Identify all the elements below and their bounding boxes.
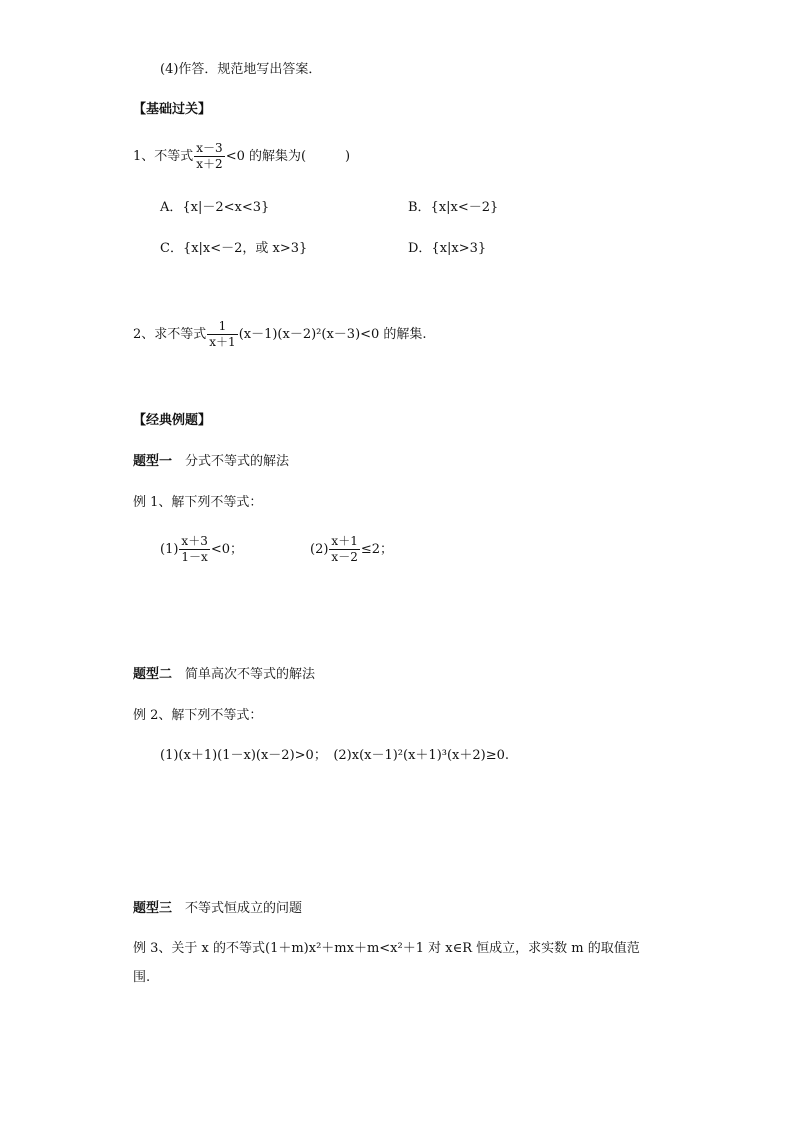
q1-option-d: D．{x|x>3}	[408, 241, 487, 256]
q2-prefix: 2、求不等式	[133, 327, 207, 342]
ex1-p1-fraction	[179, 534, 209, 565]
ex1-p2-denominator: x－2	[331, 550, 358, 564]
example-2-intro: 例 2、解下列不等式：	[133, 708, 263, 723]
example-1-part-2	[310, 533, 393, 567]
example-2-parts: (1)(x＋1)(1－x)(x－2)>0； (2)x(x－1)²(x＋1)³(x＋2)≥0.	[160, 748, 510, 763]
q1-prefix: 1、不等式	[133, 149, 194, 164]
example-3-line-2: 围.	[133, 970, 151, 985]
ex1-p2-suffix: ≤2；	[360, 542, 393, 557]
q2-frac-denominator: x＋1	[209, 335, 236, 349]
ex1-p2-label: (2)	[310, 542, 329, 557]
ex1-p1-numerator: x＋3	[181, 534, 208, 548]
q1-suffix: <0 的解集为( )	[225, 149, 351, 164]
type-2-name: 简单高次不等式的解法	[185, 667, 316, 682]
q1-option-a: A．{x|－2<x<3}	[160, 200, 270, 215]
step-4-text: (4)作答．规范地写出答案．	[160, 62, 322, 77]
type-3-title: 题型三	[133, 901, 173, 916]
q2-fraction	[207, 319, 237, 350]
ex1-p1-suffix: <0；	[210, 542, 243, 557]
section-heading-basic: 【基础过关】	[133, 102, 212, 117]
ex1-p2-numerator: x＋1	[331, 534, 358, 548]
ex1-p1-denominator: 1－x	[181, 550, 208, 564]
question-2	[133, 318, 427, 352]
type-1-heading	[133, 454, 289, 470]
section-heading-classic: 【经典例题】	[133, 413, 212, 428]
q1-fraction	[194, 141, 224, 172]
type-1-title: 题型一	[133, 454, 173, 469]
ex1-p2-fraction	[329, 534, 359, 565]
ex1-p1-label: (1)	[160, 542, 179, 557]
q1-option-c: C．{x|x<－2，或 x>3}	[160, 241, 308, 256]
q1-frac-numerator: x－3	[196, 141, 223, 155]
type-3-heading	[133, 901, 302, 917]
q2-suffix: (x－1)(x－2)²(x－3)<0 的解集.	[238, 327, 427, 342]
q2-frac-numerator: 1	[218, 319, 227, 333]
example-1-intro: 例 1、解下列不等式：	[133, 495, 263, 510]
q1-option-b: B．{x|x<－2}	[408, 200, 499, 215]
type-1-name: 分式不等式的解法	[185, 454, 290, 469]
q1-frac-denominator: x＋2	[196, 157, 223, 171]
question-1	[133, 140, 350, 174]
example-1-part-1	[160, 533, 243, 567]
type-3-name: 不等式恒成立的问题	[185, 901, 303, 916]
type-2-heading	[133, 667, 315, 683]
example-3-line-1: 例 3、关于 x 的不等式(1＋m)x²＋mx＋m<x²＋1 对 x∈R 恒成立，求实数 m 的取值范	[133, 941, 640, 956]
type-2-title: 题型二	[133, 667, 173, 682]
